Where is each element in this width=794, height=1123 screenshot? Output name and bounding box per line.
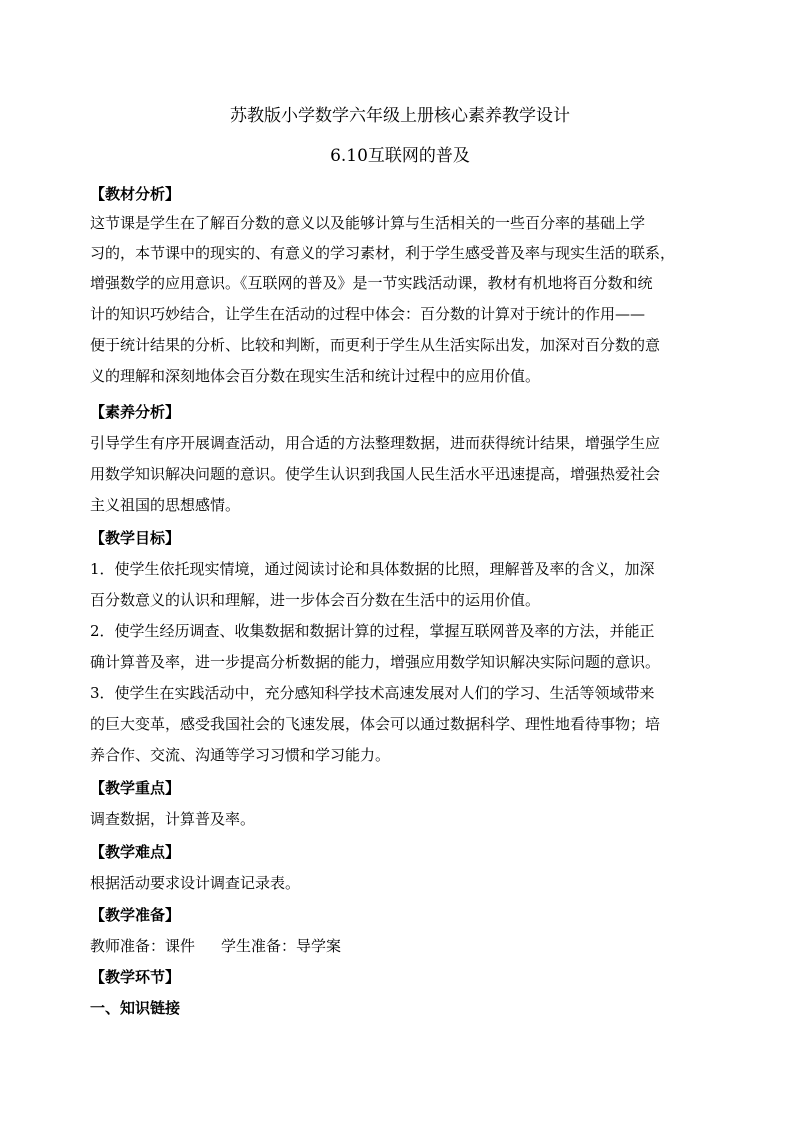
analysis-line: 这节课是学生在了解百分数的意义以及能够计算与生活相关的一些百分率的基础上学	[90, 214, 646, 232]
lesson-title: 6.10互联网的普及	[330, 146, 470, 166]
heading-teaching-steps: 【教学环节】	[90, 968, 181, 986]
heading-textbook-analysis: 【教材分析】	[90, 185, 181, 203]
goals-line: 2．使学生经历调查、收集数据和数据计算的过程，掌握互联网普及率的方法，并能正	[90, 622, 655, 640]
goals-line: 百分数意义的认识和理解，进一步体会百分数在生活中的运用价值。	[90, 591, 541, 609]
heading-literacy-analysis: 【素养分析】	[90, 403, 181, 421]
heading-teaching-goals: 【教学目标】	[90, 529, 181, 547]
document-title: 苏教版小学数学六年级上册核心素养教学设计	[230, 106, 570, 126]
subheading-knowledge-link: 一、知识链接	[90, 999, 181, 1017]
goals-line: 确计算普及率，进一步提高分析数据的能力，增强应用数学知识解决实际问题的意识。	[90, 653, 661, 671]
preparation-line	[90, 935, 341, 957]
difficulty-line: 根据活动要求设计调查记录表。	[90, 874, 301, 892]
literacy-line: 用数学知识解决问题的意识。使学生认识到我国人民生活水平迅速提高，增强热爱社会	[90, 465, 661, 483]
heading-preparation: 【教学准备】	[90, 906, 181, 924]
key-line: 调查数据，计算普及率。	[90, 810, 256, 828]
heading-key-points: 【教学重点】	[90, 779, 181, 797]
analysis-line: 增强数学的应用意识。《互联网的普及》是一节实践活动课，教材有机地将百分数和统	[90, 274, 653, 292]
goals-line: 养合作、交流、沟通等学习习惯和学习能力。	[90, 746, 391, 764]
analysis-line: 习的，本节课中的现实的、有意义的学习素材，利于学生感受普及率与现实生活的联系，	[90, 244, 676, 262]
goals-line: 3．使学生在实践活动中，充分感知科学技术高速发展对人们的学习、生活等领域带来	[90, 684, 655, 702]
analysis-line: 义的理解和深刻地体会百分数在现实生活和统计过程中的应用价值。	[90, 367, 541, 385]
student-preparation: 学生准备：导学案	[221, 937, 342, 955]
analysis-line: 便于统计结果的分析、比较和判断，而更利于学生从生活实际出发，加深对百分数的意	[90, 336, 661, 354]
goals-line: 的巨大变革，感受我国社会的飞速发展，体会可以通过数据科学、理性地看待事物；培	[90, 715, 661, 733]
literacy-line: 引导学生有序开展调查活动，用合适的方法整理数据，进而获得统计结果，增强学生应	[90, 434, 661, 452]
goals-line: 1．使学生依托现实情境，通过阅读讨论和具体数据的比照，理解普及率的含义，加深	[90, 560, 655, 578]
analysis-line: 计的知识巧妙结合，让学生在活动的过程中体会：百分数的计算对于统计的作用——	[90, 305, 646, 323]
literacy-line: 主义祖国的思想感情。	[90, 496, 241, 514]
teacher-preparation: 教师准备：课件	[90, 937, 196, 955]
heading-difficulties: 【教学难点】	[90, 843, 181, 861]
